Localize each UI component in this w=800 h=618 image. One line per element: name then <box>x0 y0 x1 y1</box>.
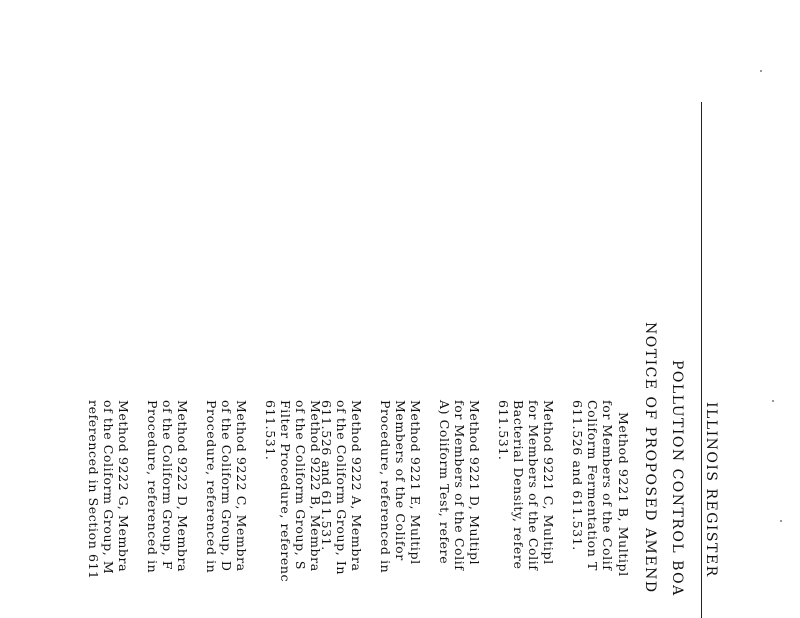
entry-line: Method 9222 B, Membra <box>308 400 323 572</box>
entry-line: Procedure, referenced in <box>145 400 160 574</box>
entry-line: for Members of the Colif <box>452 400 467 571</box>
scan-speck <box>760 70 762 72</box>
entry-line: 611.526 and 611.531. <box>570 400 585 551</box>
board-name: POLLUTION CONTROL BOA <box>669 360 685 597</box>
scan-speck <box>780 520 782 522</box>
entry-line: Method 9221 D, Multipl <box>467 400 482 566</box>
header-rule-line <box>701 102 702 618</box>
entry-line: Method 9221 E, Multipl <box>408 400 423 565</box>
register-title: ILLINOIS REGISTER <box>703 402 719 578</box>
entry-line: Coliform Fermentation T <box>585 400 600 571</box>
entry-line: Procedure, referenced in <box>204 400 219 574</box>
notice-heading: NOTICE OF PROPOSED AMEND <box>642 322 658 594</box>
entry-line: for Members of the Colif <box>600 400 615 571</box>
entry-line: Method 9222 A, Membra <box>349 400 364 572</box>
entry-line: Method 9222 G, Membra <box>116 400 131 573</box>
scan-speck <box>772 400 774 402</box>
entry-line: Method 9221 C, Multipl <box>541 400 556 565</box>
entry-line: Filter Procedure, referenc <box>278 400 293 583</box>
entry-line: 611.531. <box>263 400 278 461</box>
entry-line: of the Coliform Group, M <box>101 400 116 575</box>
entry-line: referenced in Section 611 <box>86 400 101 580</box>
entry-line: Method 9221 B, Multipl <box>616 412 631 577</box>
entry-line: of the Coliform Group, F <box>160 400 175 571</box>
entry-line: Method 9222 C, Membra <box>234 400 249 572</box>
entry-line: Members of the Colifor <box>393 400 408 561</box>
entry-line: Method 9222 D, Membra <box>175 400 190 573</box>
entry-line: of the Coliform Group, S <box>293 400 308 571</box>
entry-line: Procedure, referenced in <box>378 400 393 574</box>
entry-line: for Members of the Colif <box>526 400 541 571</box>
entry-line: of the Coliform Group, In <box>334 400 349 576</box>
entry-line: Bacterial Density, refere <box>511 400 526 570</box>
entry-line: of the Coliform Group, D <box>219 400 234 572</box>
entry-line: 611.526 and 611.531. <box>319 400 334 551</box>
entry-line: A) Coliform Test, refere <box>437 400 452 565</box>
entry-line: 611.531. <box>496 400 511 461</box>
